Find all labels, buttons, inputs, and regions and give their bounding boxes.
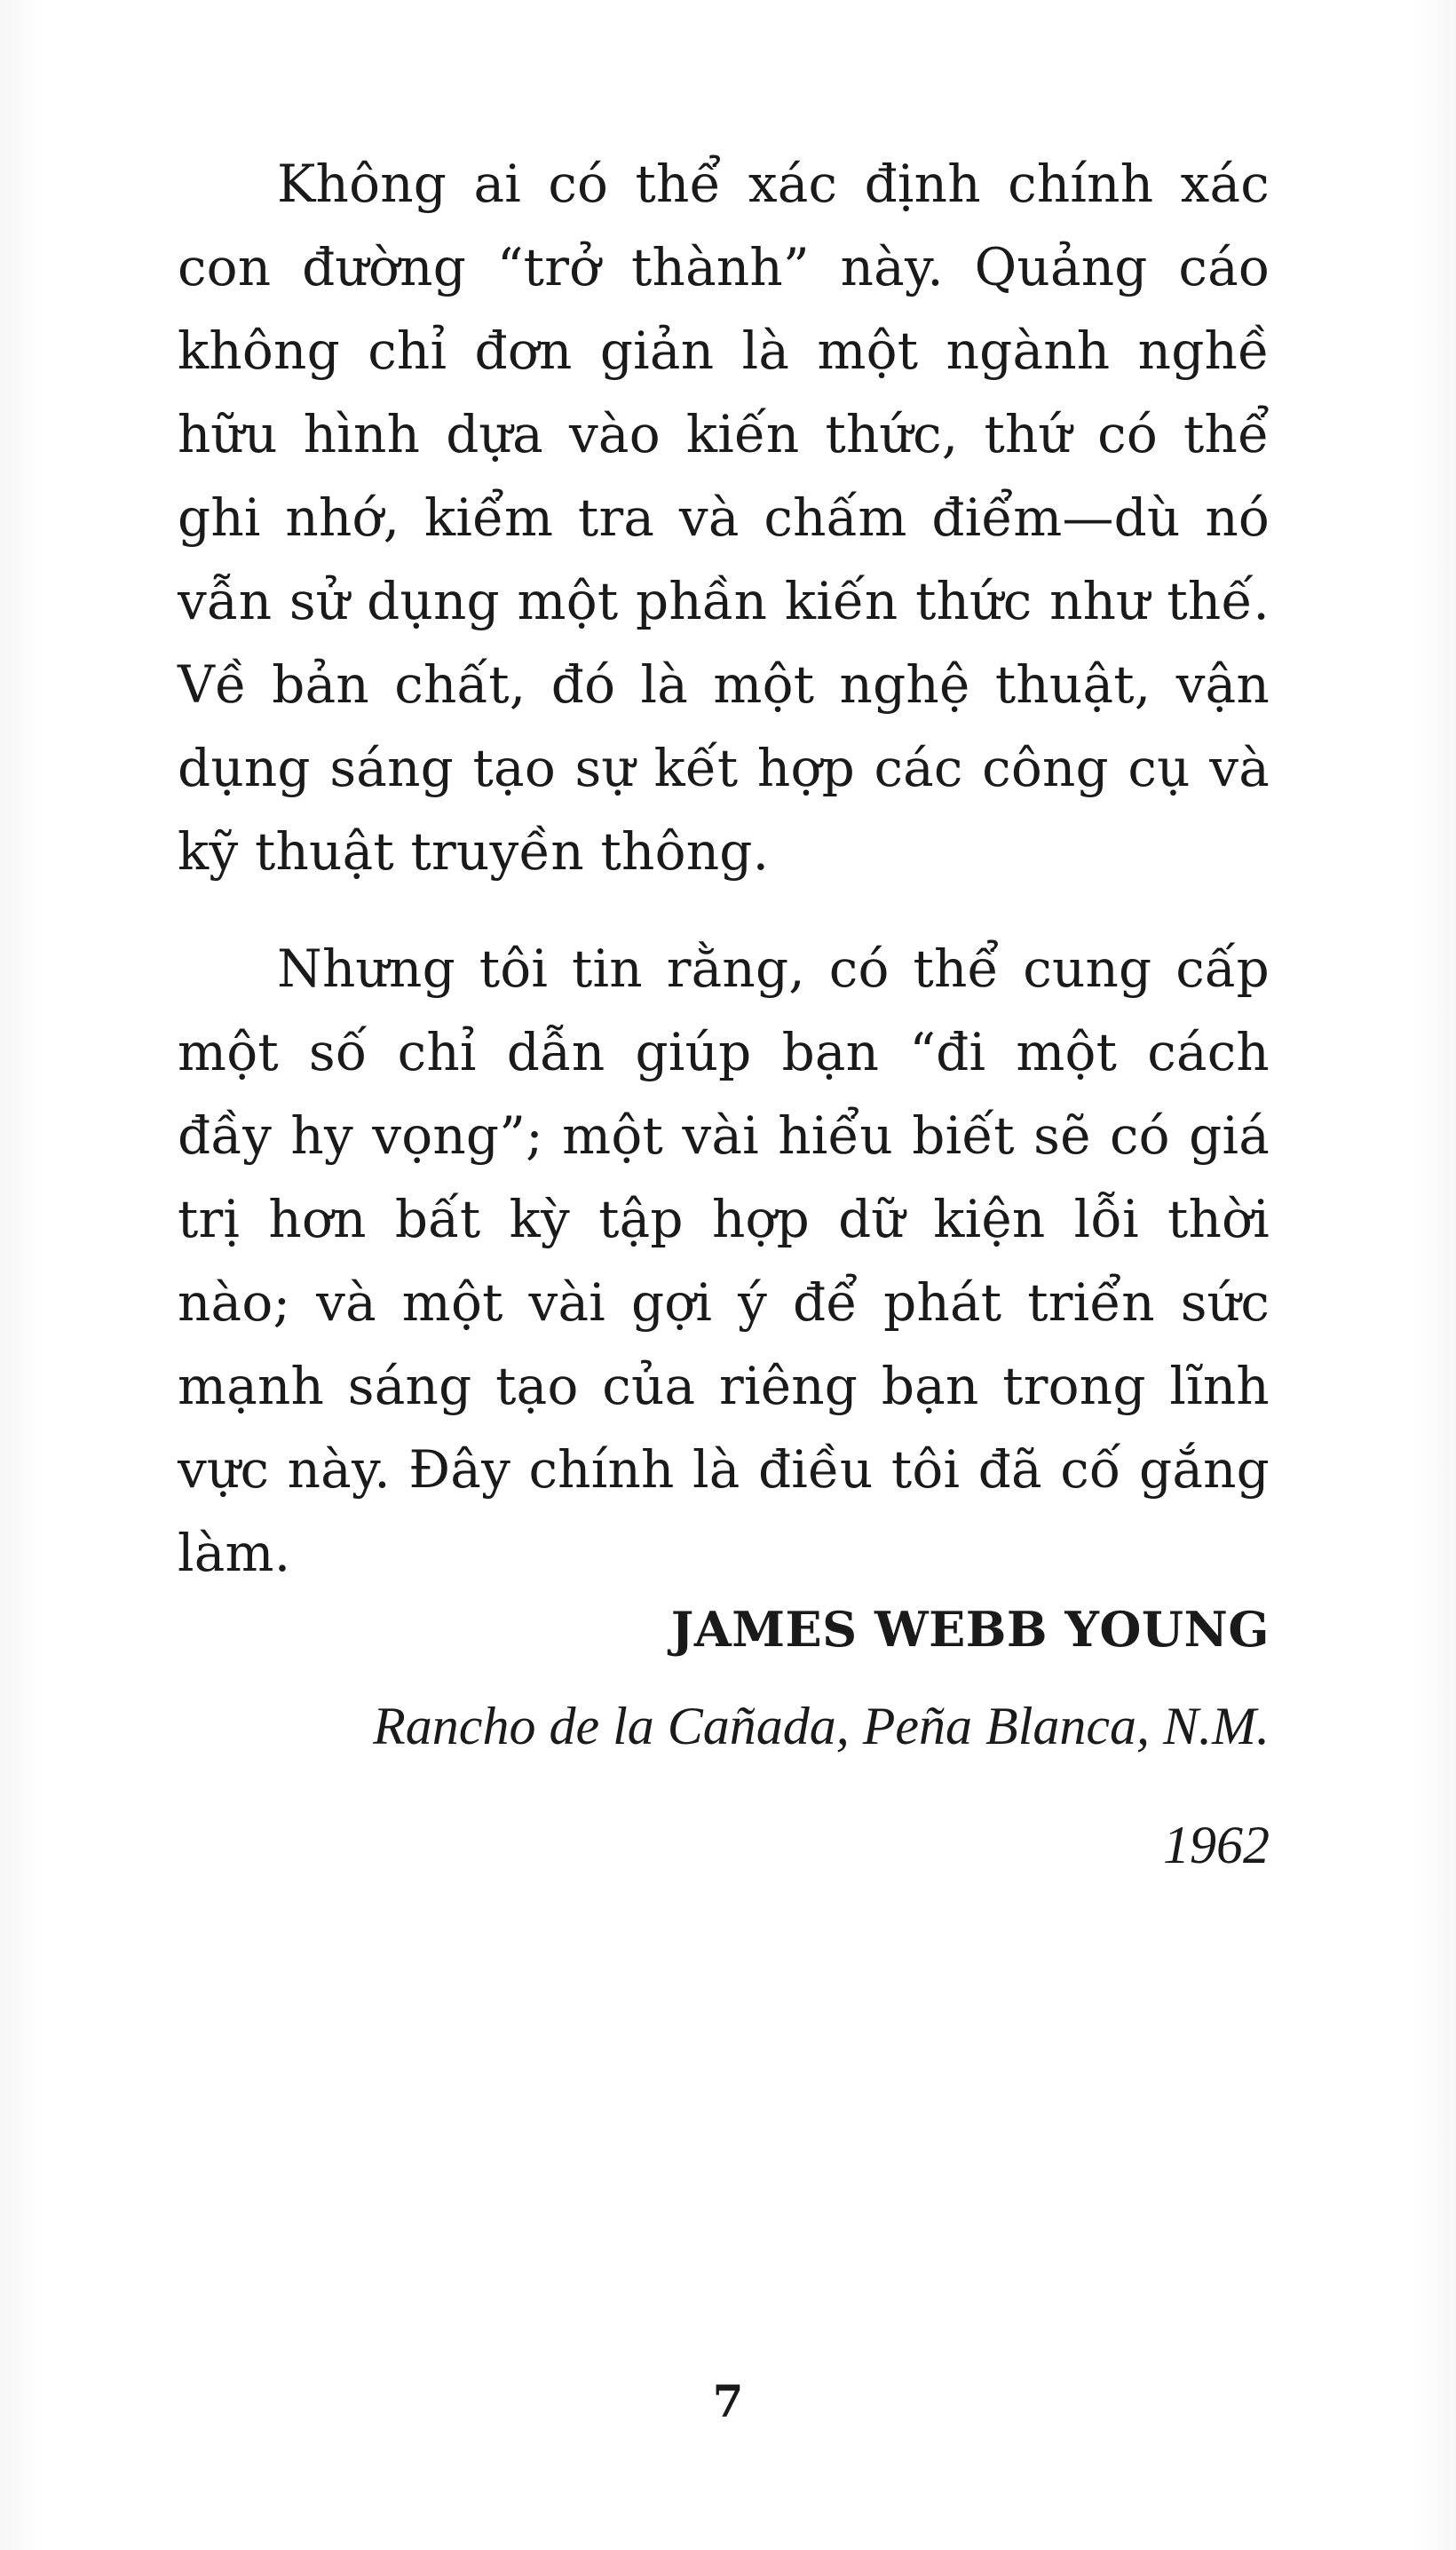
body-text bbox=[178, 142, 1270, 1628]
signature-year: 1962 bbox=[1163, 1816, 1270, 1874]
author-name: JAMES WEBB YOUNG bbox=[670, 1601, 1270, 1658]
signature-place: Rancho de la Cañada, Peña Blanca, N.M. bbox=[373, 1697, 1270, 1755]
signature-block bbox=[373, 1589, 1270, 1886]
paragraph-1: Không ai có thể xác định chính xác con đường “trở thành” này. Quảng cáo không chỉ đơn giản là một ngành nghề hữu hình dựa vào kiến thức, thứ có thể ghi nhớ, kiểm tra và chấm điểm—dù nó vẫn sử dụng một phần kiến thức như thế. Về bản chất, đó là một nghệ thuật, vận dụng sáng tạo sự kết hợp các công cụ và kỹ thuật truyền thông. bbox=[178, 154, 1270, 882]
paragraph-2: Nhưng tôi tin rằng, có thể cung cấp một số chỉ dẫn giúp bạn “đi một cách đầy hy vọng”; một vài hiểu biết sẽ có giá trị hơn bất kỳ tập hợp dữ kiện lỗi thời nào; và một vài gợi ý để phát triển sức mạnh sáng tạo của riêng bạn trong lĩnh vực này. Đây chính là điều tôi đã cố gắng làm. bbox=[178, 938, 1270, 1583]
page-number: 7 bbox=[712, 2375, 744, 2427]
